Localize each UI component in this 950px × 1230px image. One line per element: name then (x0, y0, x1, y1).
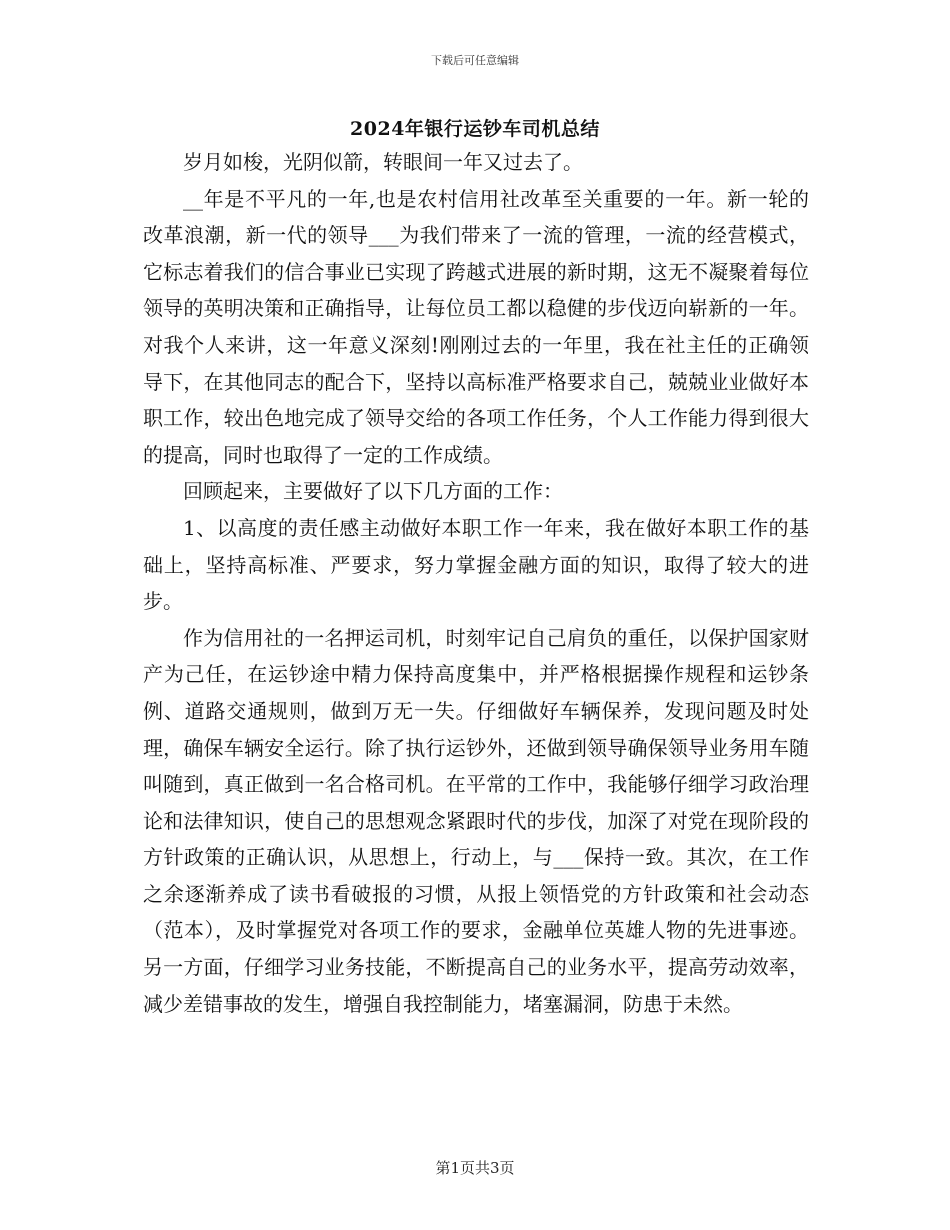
paragraph-3: 回顾起来，主要做好了以下几方面的工作： (183, 479, 563, 504)
document-body (143, 144, 809, 1022)
paragraph-2: __年是不平凡的一年,也是农村信用社改革至关重要的一年。新一轮的改革浪潮，新一代的领导___为我们带来了一流的管理，一流的经营模式，它标志着我们的信合事业已实现了跨越式进展的新时期，这无不凝聚着每位领导的英明决策和正确指导，让每位员工都以稳健的步伐迈向崭新的一年。对我个人来讲，这一年意义深刻!刚刚过去的一年里，我在社主任的正确领导下，在其他同志的配合下，坚持以高标准严格要求自己，兢兢业业做好本职工作，较出色地完成了领导交给的各项工作任务，个人工作能力得到很大的提高，同时也取得了一定的工作成绩。 (143, 186, 809, 467)
paragraph-5: 作为信用社的一名押运司机，时刻牢记自己肩负的重任，以保护国家财产为己任，在运钞途中精力保持高度集中，并严格根据操作规程和运钞条例、道路交通规则，做到万无一失。仔细做好车辆保养，发现问题及时处理，确保车辆安全运行。除了执行运钞外，还做到领导确保领导业务用车随叫随到，真正做到一名合格司机。在平常的工作中，我能够仔细学习政治理论和法律知识，使自己的思想观念紧跟时代的步伐，加深了对党在现阶段的方针政策的正确认识，从思想上，行动上，与___保持一致。其次，在工作之余逐渐养成了读书看破报的习惯，从报上领悟党的方针政策和社会动态（范本），及时掌握党对各项工作的要求，金融单位英雄人物的先进事迹。另一方面，仔细学习业务技能，不断提高自己的业务水平，提高劳动效率，减少差错事故的发生，增强自我控制能力，堵塞漏洞，防患于未然。 (143, 625, 809, 1016)
paragraph-1: 岁月如梭，光阴似箭，转眼间一年又过去了。 (183, 150, 583, 174)
page-number: 第1页共3页 (435, 1159, 515, 1177)
document-title: 2024年银行运钞车司机总结 (350, 118, 600, 140)
paragraph-4: 1、以高度的责任感主动做好本职工作一年来，我在做好本职工作的基础上，坚持高标准、严要求，努力掌握金融方面的知识，取得了较大的进步。 (143, 515, 809, 614)
header-note: 下载后可任意编辑 (431, 54, 519, 67)
